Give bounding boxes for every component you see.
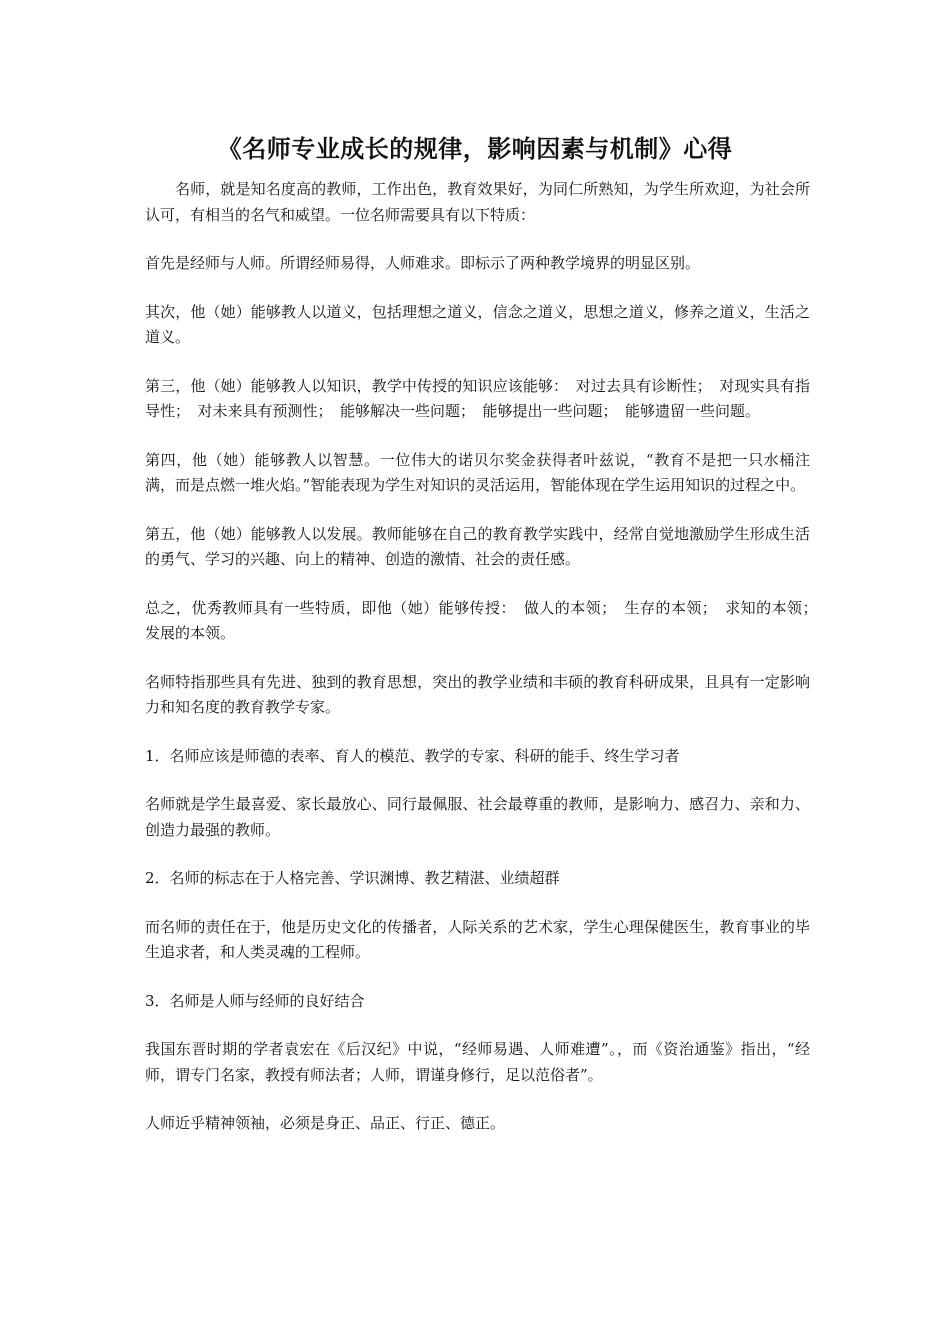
paragraph-fourth: 第四，他（她）能够教人以智慧。一位伟大的诺贝尔奖金获得者叶兹说，“教育不是把一只水桶注满，而是点燃一堆火焰。”智能表现为学生对知识的灵活运用，智能体现在学生运用知识的过程之中。 <box>145 450 810 494</box>
paragraph-intro: 名师，就是知名度高的教师，工作出色，教育效果好，为同仁所熟知，为学生所欢迎，为社会所认可，有相当的名气和威望。一位名师需要具有以下特质： <box>145 180 810 224</box>
document-title: 《名师专业成长的规律，影响因素与机制》心得 <box>217 134 733 163</box>
paragraph-fifth: 第五，他（她）能够教人以发展。教师能够在自己的教育教学实践中，经常自觉地激励学生形成生活的勇气、学习的兴趣、向上的精神、创造的激情、社会的责任感。 <box>145 524 810 568</box>
paragraph-section-2: 而名师的责任在于，他是历史文化的传播者，人际关系的艺术家，学生心理保健医生，教育事业的毕生追求者，和人类灵魂的工程师。 <box>145 917 810 961</box>
paragraph-third: 第三，他（她）能够教人以知识，教学中传授的知识应该能够： 对过去具有诊断性； 对现实具有指导性； 对未来具有预测性； 能够解决一些问题； 能够提出一些问题； 能够遗留一些问题。 <box>145 376 810 420</box>
paragraph-summary: 总之，优秀教师具有一些特质，即他（她）能够传授： 做人的本领； 生存的本领； 求知的本领； 发展的本领。 <box>145 598 830 642</box>
section-heading-1: 1．名师应该是师德的表率、育人的模范、教学的专家、科研的能手、终生学习者 <box>145 746 680 765</box>
paragraph-second: 其次，他（她）能够教人以道义，包括理想之道义，信念之道义，思想之道义，修养之道义，生活之道义。 <box>145 302 810 346</box>
paragraph-closing: 人师近乎精神领袖，必须是身正、品正、行正、德正。 <box>145 1114 506 1132</box>
section-heading-3: 3．名师是人师与经师的良好结合 <box>145 991 365 1010</box>
paragraph-section-3: 我国东晋时期的学者袁宏在《后汉纪》中说，“经师易遇、人师难遭”。，而《资治通鉴》指出，“经师，谓专门名家，教授有师法者；人师，谓谨身修行，足以范俗者”。 <box>145 1040 810 1084</box>
paragraph-first: 首先是经师与人师。所谓经师易得，人师难求。即标示了两种教学境界的明显区别。 <box>145 254 701 272</box>
document-body <box>145 177 830 1160</box>
paragraph-section-1: 名师就是学生最喜爱、家长最放心、同行最佩服、社会最尊重的教师，是影响力、感召力、亲和力、创造力最强的教师。 <box>145 795 810 839</box>
paragraph-definition: 名师特指那些具有先进、独到的教育思想，突出的教学业绩和丰硕的教育科研成果，且具有一定影响力和知名度的教育教学专家。 <box>145 672 810 716</box>
section-heading-2: 2．名师的标志在于人格完善、学识渊博、教艺精湛、业绩超群 <box>145 869 560 887</box>
